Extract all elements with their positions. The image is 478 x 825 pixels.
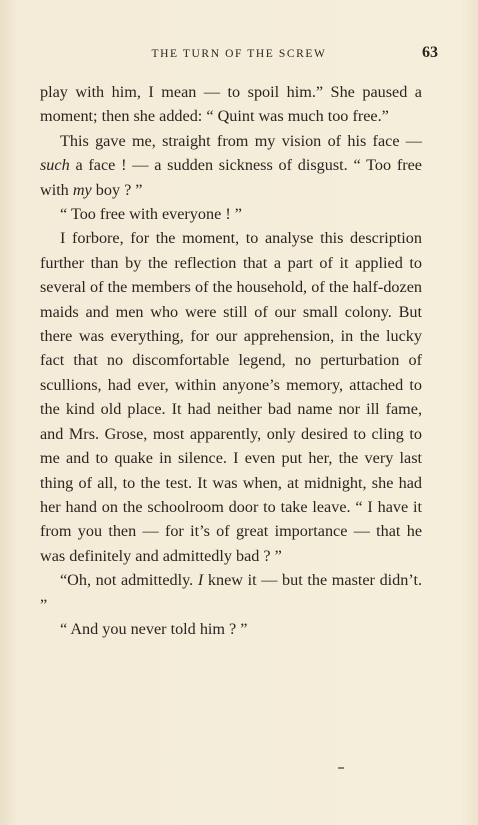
printer-mark xyxy=(338,767,344,769)
text-run: play with him, I mean — to spoil him.” She paused a moment; then she added: “ Quint was much too free.” xyxy=(40,83,422,126)
page-header xyxy=(40,44,438,64)
italic-run: my xyxy=(72,180,92,199)
text-run: boy ? ” xyxy=(91,180,143,199)
paragraph xyxy=(40,80,422,129)
paragraph xyxy=(40,129,422,202)
text-run: knew it — but the master didn’t. ” xyxy=(40,571,422,614)
paragraph xyxy=(40,226,422,568)
text-run: “ Too free with everyone ! ” xyxy=(60,205,242,224)
text-run: I forbore, for the moment, to analyse this description further than by the reflection that a part of it applied to several of the members of the household, of the half-dozen maids and men who were still of our small colony. But there was everything, for our apprehension, in the lucky fact that no discomfortable legend, no perturbation of scullions, had ever, within anyone’s memory, attached to the kind old place. It had neither bad name nor ill fame, and Mrs. Grose, most apparently, only desired to cling to me and to quake in silence. I even put her, the very last thing of all, to the test. It was when, at midnight, she had her hand on the schoolroom door to take leave. “ I have it from you then — for it’s of great importance — that he was definitely and admittedly bad ? ” xyxy=(40,229,422,565)
text-run: a face ! — a sudden sickness of disgust. “ Too free with xyxy=(40,156,422,199)
paragraph xyxy=(40,568,422,617)
text-run: “ And you never told him ? ” xyxy=(60,619,248,638)
text-run: “Oh, not admittedly. xyxy=(60,571,198,590)
italic-run: I xyxy=(197,571,204,590)
body-text xyxy=(40,80,422,641)
running-head: THE TURN OF THE SCREW xyxy=(151,48,327,60)
page-number: 63 xyxy=(422,44,438,61)
italic-run: such xyxy=(40,156,70,175)
paragraph xyxy=(40,617,422,641)
paragraph xyxy=(40,202,422,226)
text-run: This gave me, straight from my vision of his face — xyxy=(60,131,422,150)
